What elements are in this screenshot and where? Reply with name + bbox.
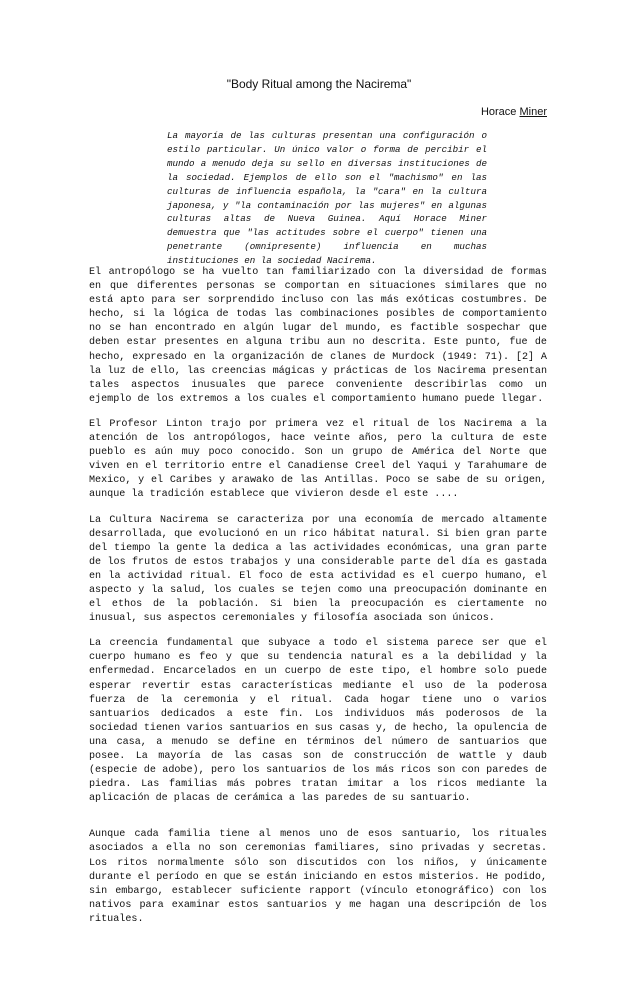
paragraph: La Cultura Nacirema se caracteriza por una economía de mercado altamente desarrollada, que evolucionó en un rico hábitat natural. Si bien gran parte del tiempo la gente la dedica a las actividades económicas, una gran parte de los frutos de estos trabajos y una considerable parte del día es gastada en la actividad ritual. El foco de esta actividad es el cuerpo humano, el aspecto y la salud, los cuales se tejen como una preocupación dominante en el ethos de la población. Si bien la preocupación es ciertamente no inusual, sus aspectos ceremoniales y filosofía asociada son únicos. xyxy=(89,514,547,625)
paragraph: Aunque cada familia tiene al menos uno de esos santuario, los rituales asociados a ella no son ceremonias familiares, sino privadas y secretas. Los ritos normalmente sólo son discutidos con los niños, y únicamente durante el período en que se están iniciando en estos misterios. He podido, sin embargo, establecer suficiente rapport (vínculo etonográfico) con los nativos para examinar estos santuarios y me hagan una descripción de los rituales. xyxy=(89,829,547,925)
paragraph: El antropólogo se ha vuelto tan familiarizado con la diversidad de formas en que diferentes personas se comportan en situaciones similares que no está apto para ser sorprendido incluso con las más exóticas costumbres. De hecho, si la lógica de todas las combinaciones posibles de comportamiento no se han encontrado en algún lugar del mundo, es factible sospechar que deben estar presentes en alguna tribu aun no descrita. Este punto, fue de hecho, expresado en la organización de clanes de Murdock (1949: 71). [2] A la luz de ello, las creencias mágicas y prácticas de los Nacirema presentan tales aspectos inusuales que parece conveniente describirlas como un ejemplo de los extremos a los cuales el comportamiento humano puede llegar. xyxy=(89,267,547,405)
author-last-name: Miner xyxy=(519,106,547,118)
body-text xyxy=(89,266,547,938)
abstract: La mayoría de las culturas presentan una configuración o estilo particular. Un único valor o forma de percibir el mundo a menudo deja su sello en diversas instituciones de la sociedad. Ejemplos de ello son el "machismo" en las culturas de influencia española, la "cara" en la cultura japonesa, y "la contaminación por las mujeres" en algunas culturas altas de Nueva Guinea. Aquí Horace Miner demuestra que "las actitudes sobre el cuerpo" tienen una penetrante (omnipresente) influencia en muchas instituciones en la sociedad Nacirema. xyxy=(167,130,487,267)
document-title: "Body Ritual among the Nacirema" xyxy=(226,77,412,91)
author-name xyxy=(481,106,547,119)
author-first-name: Horace xyxy=(480,106,517,118)
paragraph: La creencia fundamental que subyace a todo el sistema parece ser que el cuerpo humano es feo y que su tendencia natural es a la debilidad y la enfermedad. Encarcelados en un cuerpo de este tipo, el hombre solo puede esperar revertir estas características mediante el uso de la poderosa fuerza de la ceremonia y el ritual. Cada hogar tiene uno o varios santuarios dedicados a este fin. Los individuos más poderosos de la sociedad tienen varios santuarios en sus casas y, de hecho, la opulencia de una casa, a menudo se define en términos del número de santuarios que posee. La mayoría de las casas son de construcción de wattle y daub (especie de adobe), pero los santuarios de los más ricos son con paredes de piedra. Las familias más pobres tratan imitar a los ricos mediante la aplicación de placas de cerámica a las paredes de su santuario. xyxy=(89,638,547,805)
paragraph: El Profesor Linton trajo por primera vez el ritual de los Nacirema a la atención de los antropólogos, hace veinte años, pero la cultura de este pueblo es aún muy poco conocido. Son un grupo de América del Norte que viven en el territorio entre el Canadiense Creel del Yaqui y Tarahumare de Mexico, y el Caribes y arawako de las Antillas. Poco se sabe de su origen, aunque la tradición establece que vivieron desde el este .... xyxy=(89,418,547,501)
